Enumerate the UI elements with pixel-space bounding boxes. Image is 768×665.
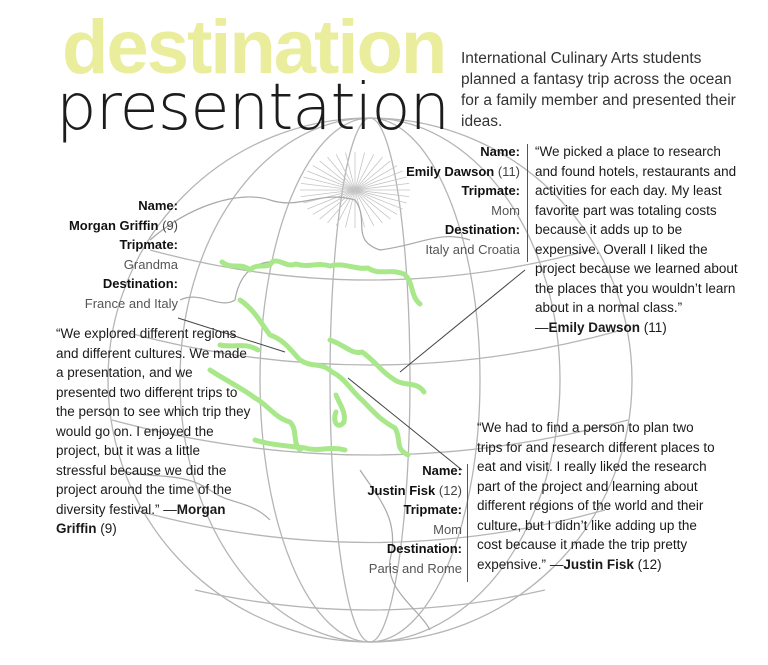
quote-text: “We picked a place to research and found hotels, restaurants and activities for each day. My least favorite part was totaling costs because it adds up to be expensive. Overall I liked the project because we learned about the places that you wouldn’t learn about in a normal class.” bbox=[535, 144, 738, 315]
intro-text: International Culinary Arts students planned a fantasy trip across the ocean for a family member and presented their ideas. bbox=[461, 50, 736, 130]
profile-morgan bbox=[69, 196, 178, 313]
globe-parallel bbox=[150, 250, 590, 280]
student-grade: (12) bbox=[438, 482, 462, 498]
tripmate-label: Tripmate: bbox=[461, 183, 520, 198]
attribution-dash: — bbox=[549, 556, 564, 572]
attribution-dash: — bbox=[163, 501, 177, 517]
tripmate-value: Grandma bbox=[123, 256, 178, 272]
profile-justin bbox=[367, 461, 462, 578]
quote-justin bbox=[477, 418, 717, 574]
student-name: Emily Dawson bbox=[406, 163, 495, 179]
arctic-rays bbox=[300, 152, 410, 228]
leader-line-emily bbox=[400, 270, 525, 372]
quote-morgan bbox=[56, 324, 251, 539]
divider-line bbox=[527, 144, 528, 262]
attribution-name: Emily Dawson bbox=[548, 319, 641, 335]
attribution-grade: (9) bbox=[100, 521, 117, 536]
destination-value: France and Italy bbox=[84, 295, 178, 311]
europe-highlight-outline bbox=[240, 300, 408, 455]
profile-emily bbox=[406, 142, 520, 259]
quote-text: “We explored different regions and different cultures. We made a presentation, and we presented two different trips to the person to see which trip they would go on. I enjoyed the project, but it was a little stressful because we did the project around the time of the diversity festival.” bbox=[56, 326, 251, 517]
quote-emily bbox=[535, 142, 740, 337]
destination-label: Destination: bbox=[386, 541, 462, 556]
name-label: Name: bbox=[480, 144, 520, 159]
tripmate-label: Tripmate: bbox=[119, 237, 178, 252]
attribution-name: Morgan Griffin bbox=[56, 501, 226, 536]
student-name: Morgan Griffin bbox=[68, 217, 159, 233]
student-name: Justin Fisk bbox=[367, 482, 436, 498]
destination-value: Italy and Croatia bbox=[425, 241, 520, 257]
destination-label: Destination: bbox=[102, 276, 178, 291]
tripmate-label: Tripmate: bbox=[403, 502, 462, 517]
destination-value: Paris and Rome bbox=[368, 560, 462, 576]
tripmate-value: Mom bbox=[433, 521, 462, 537]
student-grade: (9) bbox=[162, 217, 178, 233]
tripmate-value: Mom bbox=[491, 202, 520, 218]
name-label: Name: bbox=[422, 463, 462, 478]
divider-line bbox=[467, 464, 468, 582]
attribution-grade: (11) bbox=[643, 319, 667, 335]
destination-label: Destination: bbox=[444, 222, 520, 237]
name-label: Name: bbox=[138, 198, 178, 213]
quote-text: “We had to find a person to plan two trips for and research different places to eat and visit. I really liked the research part of the project and learning about different regions of the world and their culture, but I didn’t like adding up the cost because it made the trip pretty expensive.” bbox=[477, 420, 715, 572]
title-highlight-word: destination bbox=[62, 5, 446, 90]
globe-parallel bbox=[195, 590, 545, 610]
attribution-name: Justin Fisk bbox=[563, 556, 634, 572]
attribution-grade: (12) bbox=[637, 556, 662, 572]
title-main-word: presentation bbox=[56, 71, 450, 145]
student-grade: (11) bbox=[497, 163, 520, 179]
attribution-dash: — bbox=[535, 319, 549, 335]
europe-highlight-outline bbox=[222, 261, 420, 304]
europe-highlight-outline bbox=[335, 395, 345, 425]
